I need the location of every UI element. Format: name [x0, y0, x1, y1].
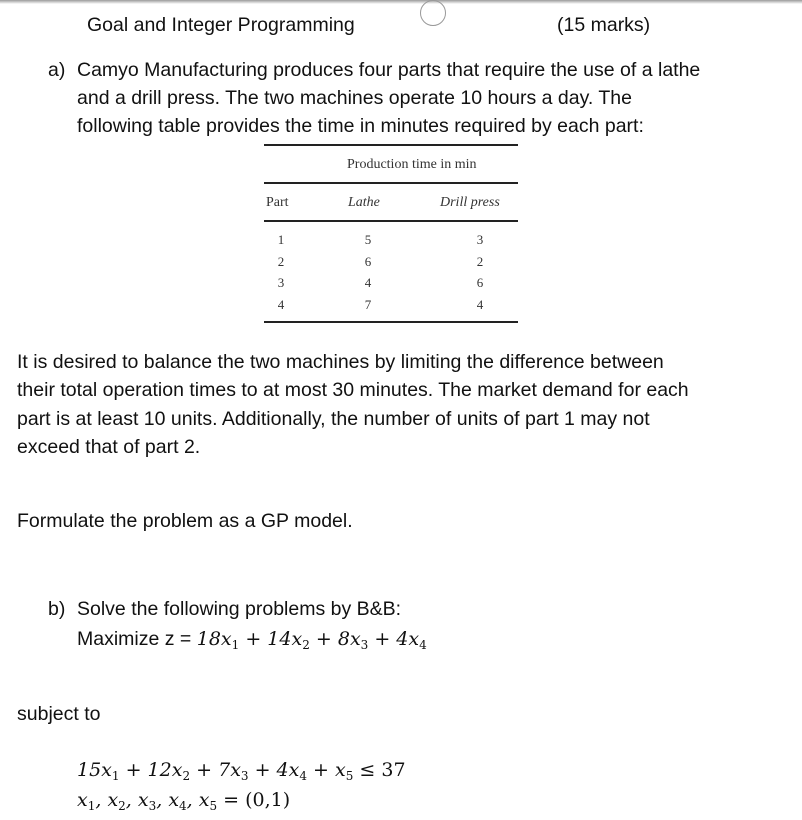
column-header-drill-press: Drill press — [440, 195, 500, 210]
subscript: 5 — [345, 769, 354, 783]
table-cell: 2 — [476, 253, 484, 269]
part-column — [271, 229, 291, 316]
rhs: = (0,1) — [223, 789, 291, 811]
rhs: ≤ 37 — [359, 759, 406, 781]
subscript: 1 — [111, 769, 120, 783]
table-cell: 5 — [364, 232, 372, 247]
term: + 4x — [374, 628, 420, 650]
part-a-label: a) — [48, 59, 66, 81]
marks-label: (15 marks) — [557, 14, 651, 36]
table-cell: 3 — [277, 275, 285, 291]
objective-prefix: Maximize z = — [77, 628, 192, 650]
table-cell: 4 — [277, 297, 285, 313]
part-b-label: b) — [48, 598, 66, 620]
subscript: 2 — [118, 799, 126, 813]
objective-function — [77, 627, 427, 657]
term: + 7x — [196, 759, 241, 781]
term: , x — [125, 789, 149, 811]
paragraph-line: their total operation times to at most 30 minutes. The market demand for each — [17, 379, 689, 401]
term: + 14x — [245, 628, 303, 650]
subscript: 4 — [419, 638, 427, 652]
table-rule — [264, 220, 518, 222]
term: + 4x — [254, 759, 300, 781]
term: , x — [186, 789, 210, 811]
subscript: 1 — [231, 638, 240, 652]
task-text: Formulate the problem as a GP model. — [17, 510, 353, 532]
top-shadow — [0, 0, 802, 4]
part-b-intro: Solve the following problems by B&B: — [77, 598, 402, 620]
table-group-header: Production time in min — [347, 157, 477, 172]
subscript: 3 — [240, 769, 249, 783]
table-cell: 2 — [277, 253, 285, 269]
subscript: 5 — [209, 799, 218, 813]
table-cell: 4 — [364, 275, 372, 291]
section-title: Goal and Integer Programming — [87, 14, 355, 36]
term: x — [77, 789, 88, 811]
circle-mark-icon — [420, 0, 446, 26]
table-cell: 6 — [476, 275, 484, 291]
table-rule — [264, 144, 518, 146]
binary-domain — [77, 788, 290, 818]
term: 15x — [77, 759, 112, 781]
paragraph-line: exceed that of part 2. — [17, 436, 201, 458]
term: , x — [156, 789, 180, 811]
term: , x — [95, 789, 119, 811]
subscript: 3 — [360, 638, 369, 652]
table-rule — [264, 182, 518, 184]
column-header-part: Part — [266, 195, 289, 210]
subscript: 4 — [299, 769, 307, 783]
subscript: 4 — [179, 799, 187, 813]
table-cell: 4 — [476, 297, 484, 313]
table-rule — [264, 321, 518, 323]
part-a-line: Camyo Manufacturing produces four parts that require the use of a lathe — [77, 59, 701, 81]
subscript: 3 — [148, 799, 157, 813]
table-cell: 3 — [476, 232, 484, 247]
part-a-line: and a drill press. The two machines operate 10 hours a day. The — [77, 87, 632, 109]
subscript: 1 — [87, 799, 96, 813]
subscript: 2 — [302, 638, 310, 652]
paragraph-line: It is desired to balance the two machines by limiting the difference between — [17, 351, 664, 373]
term: + x — [313, 759, 346, 781]
term: 18x — [196, 628, 232, 650]
term: + 12x — [125, 759, 183, 781]
table-cell: 6 — [364, 253, 372, 269]
term: + 8x — [315, 628, 361, 650]
part-a-line: following table provides the time in minutes required by each part: — [77, 115, 644, 137]
paragraph-line: part is at least 10 units. Additionally, the number of units of part 1 may not — [17, 408, 650, 430]
lathe-column — [358, 229, 378, 316]
subscript: 2 — [182, 769, 191, 783]
constraint — [77, 758, 406, 788]
subject-to-label: subject to — [17, 703, 101, 725]
table-cell: 1 — [277, 232, 285, 247]
column-header-lathe: Lathe — [348, 195, 380, 210]
table-cell: 7 — [364, 297, 372, 313]
drill-press-column — [470, 229, 490, 316]
